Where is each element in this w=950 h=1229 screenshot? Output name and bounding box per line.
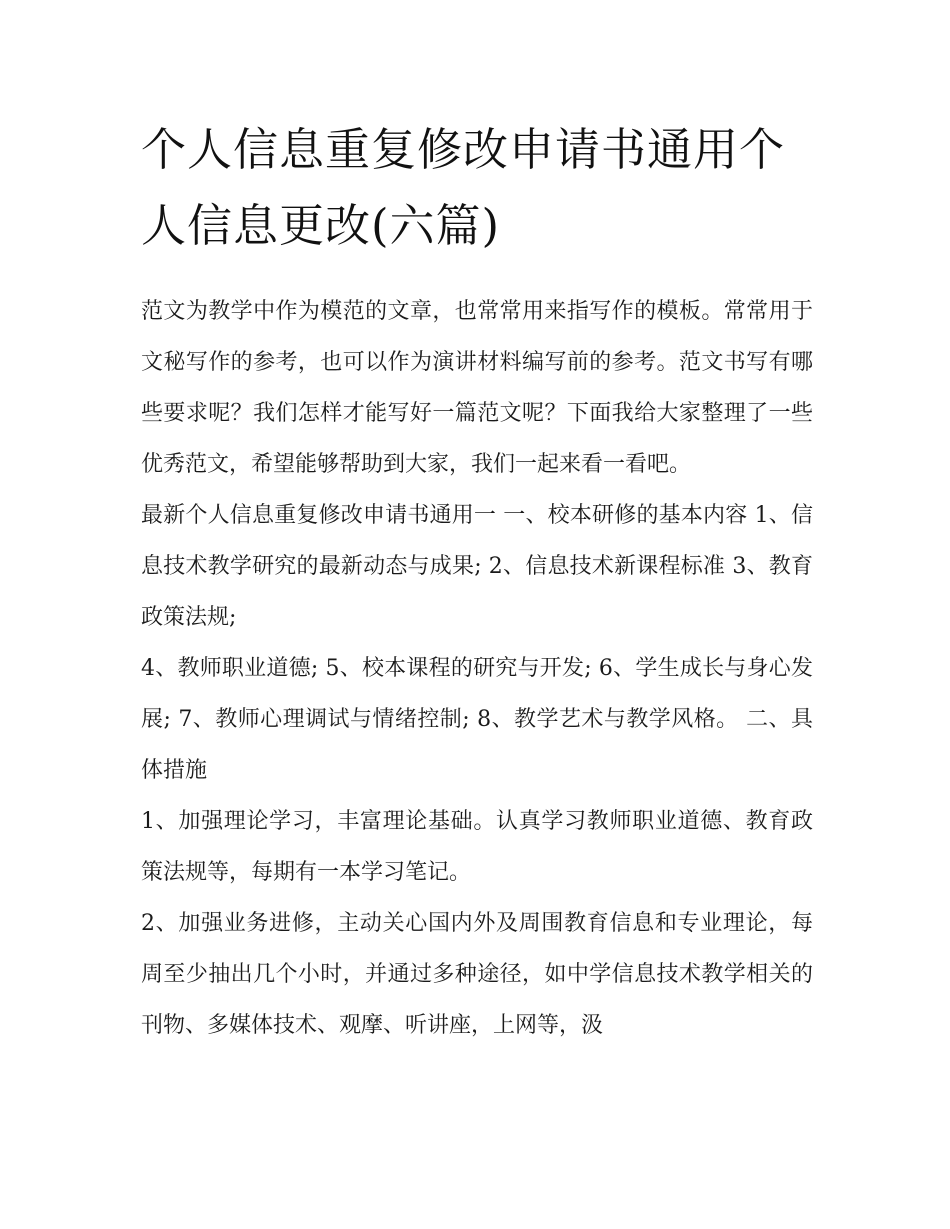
- document-page: [141, 112, 813, 1051]
- paragraph-measure-1: 1、加强理论学习，丰富理论基础。认真学习教师职业道德、教育政策法规等，每期有一本学习笔记。: [141, 809, 813, 885]
- paragraph-research-content: 最新个人信息重复修改申请书通用一 一、校本研修的基本内容 1、信息技术教学研究的最新动态与成果; 2、信息技术新课程标准 3、教育政策法规;: [141, 503, 813, 630]
- paragraph-measure-2: 2、加强业务进修，主动关心国内外及周围教育信息和专业理论，每周至少抽出几个小时，并通过多种途径，如中学信息技术教学相关的刊物、多媒体技术、观摩、听讲座，上网等，汲: [141, 911, 813, 1038]
- document-body: [141, 286, 813, 1051]
- document-title: 个人信息重复修改申请书通用个人信息更改(六篇): [141, 123, 786, 252]
- paragraph-research-items: 4、教师职业道德; 5、校本课程的研究与开发; 6、学生成长与身心发展; 7、教师心理调试与情绪控制; 8、教学艺术与教学风格。 二、具体措施: [141, 656, 813, 783]
- paragraph-intro: 范文为教学中作为模范的文章，也常常用来指写作的模板。常常用于文秘写作的参考，也可以作为演讲材料编写前的参考。范文书写有哪些要求呢？我们怎样才能写好一篇范文呢？下面我给大家整理了一些优秀范文，希望能够帮助到大家，我们一起来看一看吧。: [141, 299, 813, 477]
